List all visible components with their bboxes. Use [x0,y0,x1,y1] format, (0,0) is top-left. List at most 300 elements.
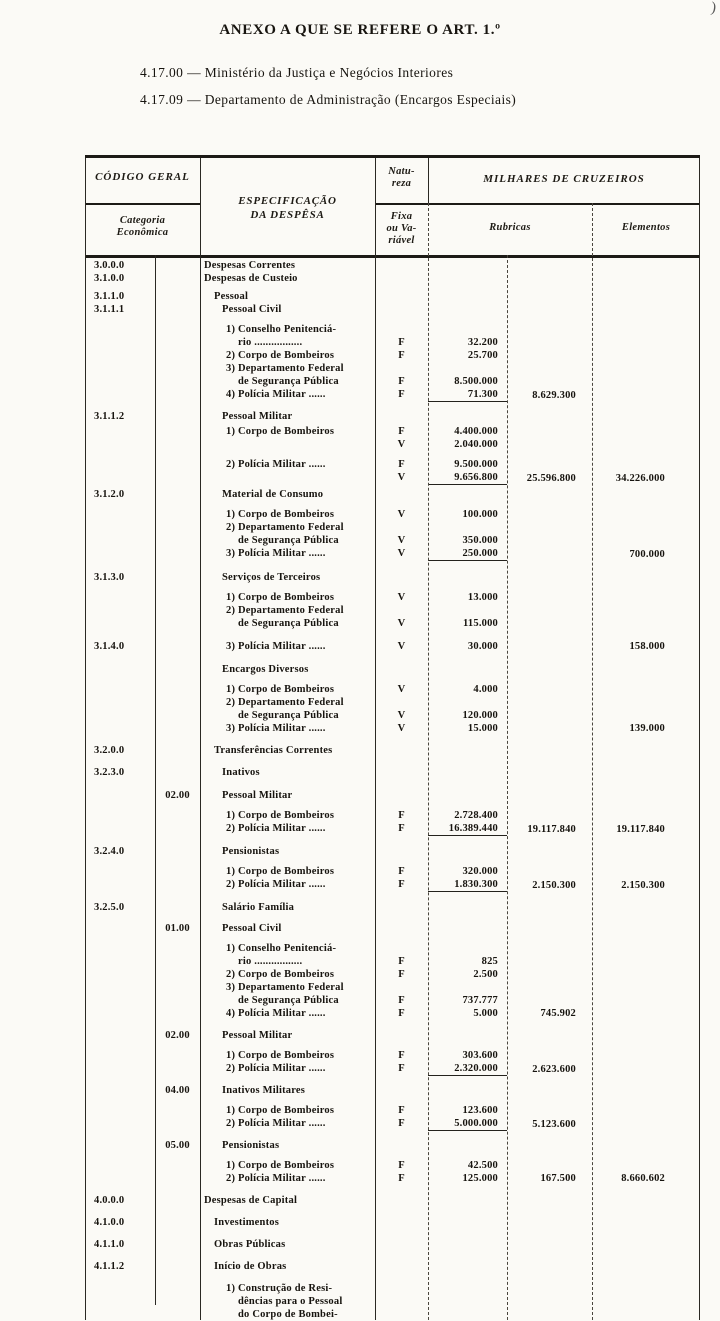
row-lines [200,878,507,892]
row-label: 2) Corpo de Bombeiros [226,969,335,980]
row-elemento: 158.000 [629,641,665,652]
row-label: Pessoal Militar [222,411,293,422]
table-row [85,1216,700,1229]
header-rubricas: Rubricas [489,222,531,233]
row-label: 2) Polícia Militar ...... [226,1063,326,1074]
row-line [200,809,507,822]
row-lines [200,388,507,402]
table-row [85,722,700,735]
table-row [85,458,700,485]
row-lines [200,323,507,349]
row-label: 4) Polícia Militar ...... [226,1008,326,1019]
table-row [85,1084,700,1097]
row-label: 2) Departamento Federal [226,697,344,708]
row-lines [200,1049,507,1062]
table-row [85,640,700,653]
table-row [85,1139,700,1152]
row-line [200,488,507,501]
row-line [200,1216,507,1229]
row-lines [200,683,507,696]
row-label: 3) Polícia Militar ...... [226,548,326,559]
row-line [200,272,507,285]
row-lines [200,1282,507,1321]
divider-code-subcode [155,255,156,1305]
ministry-line: 4.17.00 — Ministério da Justiça e Negócios Interiores [140,65,454,80]
row-valor: 320.000 [462,866,498,877]
row-lines [200,571,507,584]
row-lines [200,1172,507,1185]
row-natureza [375,1139,428,1152]
row-natureza: F [398,1008,405,1019]
table-row [85,922,700,935]
row-elemento: 700.000 [629,549,665,560]
row-natureza: F [398,969,405,980]
row-lines [200,845,507,858]
table-row [85,942,700,968]
row-valor [428,323,507,336]
row-line [200,1062,507,1076]
table-row [85,1282,700,1321]
table-left-border [85,158,86,1320]
table-row [85,878,700,892]
row-natureza [375,789,428,802]
row-lines [200,942,507,968]
row-lines [200,1104,507,1117]
row-valor: 1.830.300 [428,878,507,892]
row-natureza [375,521,428,534]
row-line [200,722,507,735]
row-label: de Segurança Pública [238,376,339,387]
row-line [200,789,507,802]
table-row [85,388,700,402]
table-row [85,789,700,802]
row-code-categoria: 4.1.1.0 [94,1239,125,1250]
row-natureza: F [398,1160,405,1171]
row-line [200,591,507,604]
row-natureza: V [397,592,406,603]
row-line [200,955,507,968]
row-label: 1) Corpo de Bombeiros [226,684,335,695]
row-line [200,336,507,349]
table-row [85,766,700,779]
row-line [200,508,507,521]
row-lines [200,1029,507,1042]
row-label: 4) Polícia Militar ...... [226,389,326,400]
row-label: 3) Departamento Federal [226,363,344,374]
row-valor [428,1029,507,1042]
row-natureza [375,604,428,617]
row-lines [200,362,507,388]
row-line [200,1172,507,1185]
row-valor: 15.000 [467,723,498,734]
row-label: 1) Corpo de Bombeiros [226,592,335,603]
row-line [200,1159,507,1172]
row-code-categoria: 4.0.0.0 [94,1195,125,1206]
row-valor [428,789,507,802]
row-lines [200,922,507,935]
row-valor [428,410,507,423]
row-natureza [375,259,428,272]
row-valor [428,981,507,994]
header-milhares: MILHARES DE CRUZEIROS [483,173,645,185]
row-natureza: V [397,472,406,483]
row-lines [200,1139,507,1152]
table-row [85,968,700,981]
row-code-sub: 04.00 [165,1085,190,1096]
row-label: 1) Corpo de Bombeiros [226,509,335,520]
row-natureza: F [398,459,405,470]
row-natureza: F [398,1118,405,1129]
row-natureza [375,1308,428,1321]
table-row [85,865,700,878]
row-label: Pessoal [214,291,249,302]
row-label: Obras Públicas [214,1239,286,1250]
row-valor: 4.400.000 [454,426,498,437]
row-label: 2) Departamento Federal [226,605,344,616]
row-line [200,968,507,981]
row-lines [200,1216,507,1229]
row-natureza: F [398,866,405,877]
row-lines [200,822,507,836]
table-row [85,508,700,521]
row-valor [428,521,507,534]
row-label: Pessoal Militar [222,790,293,801]
row-line [200,571,507,584]
row-line [200,1139,507,1152]
row-valor: 9.500.000 [454,459,498,470]
row-line [200,290,507,303]
row-natureza [375,744,428,757]
row-line [200,521,507,534]
row-valor [428,696,507,709]
row-valor: 350.000 [462,535,498,546]
row-label: Pessoal Civil [222,304,282,315]
row-natureza: F [398,956,405,967]
row-lines [200,696,507,722]
table-row [85,521,700,547]
row-label: Salário Família [222,902,295,913]
row-code-categoria: 3.1.1.2 [94,411,125,422]
row-lines [200,303,507,316]
row-label: 2) Polícia Militar ...... [226,823,326,834]
row-label: 3) Departamento Federal [226,982,344,993]
table-row [85,303,700,316]
row-line [200,1308,507,1321]
row-code-sub: 02.00 [165,1030,190,1041]
row-lines [200,744,507,757]
row-code-categoria: 3.1.3.0 [94,572,125,583]
row-natureza: V [397,723,406,734]
row-lines [200,488,507,501]
row-label: de Segurança Pública [238,710,339,721]
row-valor [428,604,507,617]
row-natureza [375,290,428,303]
row-valor [428,1282,507,1295]
row-line [200,303,507,316]
row-lines [200,259,507,272]
table-row [85,425,700,451]
row-natureza [375,1216,428,1229]
row-line [200,766,507,779]
row-lines [200,425,507,451]
row-lines [200,1007,507,1020]
table-row [85,1238,700,1251]
table-row [85,744,700,757]
row-natureza [375,766,428,779]
row-valor: 303.600 [462,1050,498,1061]
row-code-sub: 02.00 [165,790,190,801]
row-label: Despesas de Custeio [204,273,298,284]
row-valor [428,272,507,285]
row-valor: 115.000 [463,618,498,629]
row-valor: 13.000 [467,592,498,603]
row-label: Pessoal Militar [222,1030,293,1041]
header-codigo-geral: CÓDIGO GERAL [95,171,190,183]
row-rubrica: 8.629.300 [532,390,576,401]
row-natureza [375,1295,428,1308]
row-code-categoria: 3.2.4.0 [94,846,125,857]
row-natureza: F [398,1050,405,1061]
row-label: 2) Polícia Militar ...... [226,879,326,890]
row-line [200,1029,507,1042]
row-label [200,438,375,451]
row-line [200,901,507,914]
table-row [85,290,700,303]
row-valor [428,1084,507,1097]
table-header [85,158,700,258]
row-lines [200,458,507,485]
table-row [85,1104,700,1117]
row-natureza: V [397,548,406,559]
row-lines [200,981,507,1007]
row-label: Pessoal Civil [222,923,282,934]
row-natureza [375,362,428,375]
row-label: Início de Obras [214,1261,287,1272]
table-row [85,410,700,423]
row-line [200,696,507,709]
table-row [85,1260,700,1273]
row-lines [200,508,507,521]
page-corner-mark: ) [709,0,718,17]
row-natureza [375,922,428,935]
table-body [85,255,700,1321]
row-natureza: F [398,337,405,348]
row-code-categoria: 3.0.0.0 [94,260,125,271]
row-label: 1) Corpo de Bombeiros [226,1105,335,1116]
table-row [85,362,700,388]
row-line [200,410,507,423]
row-label: dências para o Pessoal [238,1296,343,1307]
row-line [200,375,507,388]
row-valor: 5.000.000 [428,1117,507,1131]
row-valor: 16.389.440 [428,822,507,836]
row-label: Transferências Correntes [214,745,333,756]
row-valor [428,1238,507,1251]
header-elementos: Elementos [621,222,671,233]
row-lines [200,968,507,981]
row-line [200,878,507,892]
row-valor [428,901,507,914]
row-elemento: 2.150.300 [621,880,665,891]
header-rule-codigo [85,203,200,205]
row-label: 1) Construção de Resi- [226,1283,333,1294]
row-lines [200,766,507,779]
row-valor [428,1260,507,1273]
row-valor: 2.040.000 [454,439,498,450]
row-line [200,683,507,696]
table-row [85,1029,700,1042]
header-fixa-variavel: Fixa ou Va- riável [386,211,417,246]
divider-natureza-milhares [428,158,429,203]
row-valor: 32.200 [467,337,498,348]
divider-natureza-valores [428,203,429,1320]
row-label: Pensionistas [222,1140,280,1151]
row-valor: 825 [481,956,498,967]
row-valor [428,663,507,676]
row-code-categoria: 4.1.1.2 [94,1261,125,1272]
row-label: 1) Corpo de Bombeiros [226,1050,335,1061]
row-natureza: V [397,710,406,721]
row-lines [200,591,507,604]
row-natureza: V [397,535,406,546]
department-line: 4.17.09 — Departamento de Administração (Encargos Especiais) [140,92,517,107]
row-line [200,994,507,1007]
page-title: ANEXO A QUE SE REFERE O ART. 1.º [219,22,501,38]
row-valor [428,1295,507,1308]
row-valor [428,259,507,272]
table-row [85,591,700,604]
row-valor: 4.000 [473,684,498,695]
row-natureza [375,663,428,676]
row-natureza: F [398,823,405,834]
table-row [85,547,700,561]
row-valor: 71.300 [428,388,507,402]
row-lines [200,547,507,561]
row-code-sub: 01.00 [165,923,190,934]
table-row [85,1172,700,1185]
row-valor [428,766,507,779]
row-lines [200,640,507,653]
row-line [200,744,507,757]
row-line [200,822,507,836]
row-valor [428,488,507,501]
row-lines [200,1117,507,1131]
row-line [200,323,507,336]
row-line [200,349,507,362]
row-natureza [375,1084,428,1097]
divider-valores-rubricas [507,255,508,1320]
row-line [200,438,507,451]
row-label: 1) Corpo de Bombeiros [226,426,335,437]
row-natureza: F [398,376,405,387]
row-lines [200,901,507,914]
row-rubrica: 25.596.800 [526,473,576,484]
row-line [200,942,507,955]
row-elemento: 8.660.602 [621,1173,665,1184]
row-line [200,1260,507,1273]
table-row [85,1159,700,1172]
header-natureza: Natu- reza [388,166,415,189]
table-row [85,696,700,722]
row-lines [200,272,507,285]
row-natureza: F [398,1105,405,1116]
row-lines [200,604,507,630]
row-label: 2) Departamento Federal [226,522,344,533]
row-natureza [375,1260,428,1273]
row-label: rio ................. [238,337,303,348]
row-line [200,1117,507,1131]
row-code-sub: 05.00 [165,1140,190,1151]
row-label: 1) Corpo de Bombeiros [226,866,335,877]
row-label: 2) Polícia Militar ...... [226,1118,326,1129]
row-label: do Corpo de Bombei- [238,1309,338,1320]
row-lines [200,722,507,735]
row-line [200,388,507,402]
row-natureza [375,303,428,316]
row-label: rio ................. [238,956,303,967]
row-label: de Segurança Pública [238,535,339,546]
row-elemento: 34.226.000 [615,473,665,484]
row-code-categoria: 3.1.1.1 [94,304,125,315]
row-line [200,640,507,653]
row-label: 1) Conselho Penitenciá- [226,324,337,335]
row-label: de Segurança Pública [238,618,339,629]
row-code-categoria: 3.1.2.0 [94,489,125,500]
row-valor [428,571,507,584]
row-label: 2) Polícia Militar ...... [226,1173,326,1184]
row-rubrica: 2.623.600 [532,1064,576,1075]
row-valor: 2.500 [473,969,498,980]
row-valor: 5.000 [473,1008,498,1019]
row-lines [200,410,507,423]
row-line [200,663,507,676]
row-natureza: F [398,426,405,437]
row-lines [200,1194,507,1207]
row-natureza: F [398,1173,405,1184]
row-label: de Segurança Pública [238,995,339,1006]
row-natureza [375,1029,428,1042]
row-valor [428,1216,507,1229]
row-natureza [375,901,428,914]
table-row [85,272,700,285]
row-label: 3) Polícia Militar ...... [226,723,326,734]
row-label [200,471,375,485]
row-code-categoria: 3.1.4.0 [94,641,125,652]
row-natureza: V [397,439,406,450]
row-natureza [375,571,428,584]
table-row [85,845,700,858]
table-row [85,259,700,272]
row-valor: 25.700 [467,350,498,361]
divider-rubricas-elementos [592,203,593,1320]
row-line [200,1007,507,1020]
row-natureza [375,942,428,955]
header-especificacao: ESPECIFICAÇÃO DA DESPÊSA [238,195,337,221]
row-lines [200,521,507,547]
row-label: Investimentos [214,1217,280,1228]
row-label: 2) Corpo de Bombeiros [226,350,335,361]
row-valor [428,1194,507,1207]
row-code-categoria: 3.2.0.0 [94,745,125,756]
row-line [200,547,507,561]
row-natureza [375,696,428,709]
row-valor: 250.000 [428,547,507,561]
table-row [85,1007,700,1020]
table-row [85,1049,700,1062]
row-line [200,1282,507,1295]
row-natureza [375,323,428,336]
row-elemento: 139.000 [629,723,665,734]
